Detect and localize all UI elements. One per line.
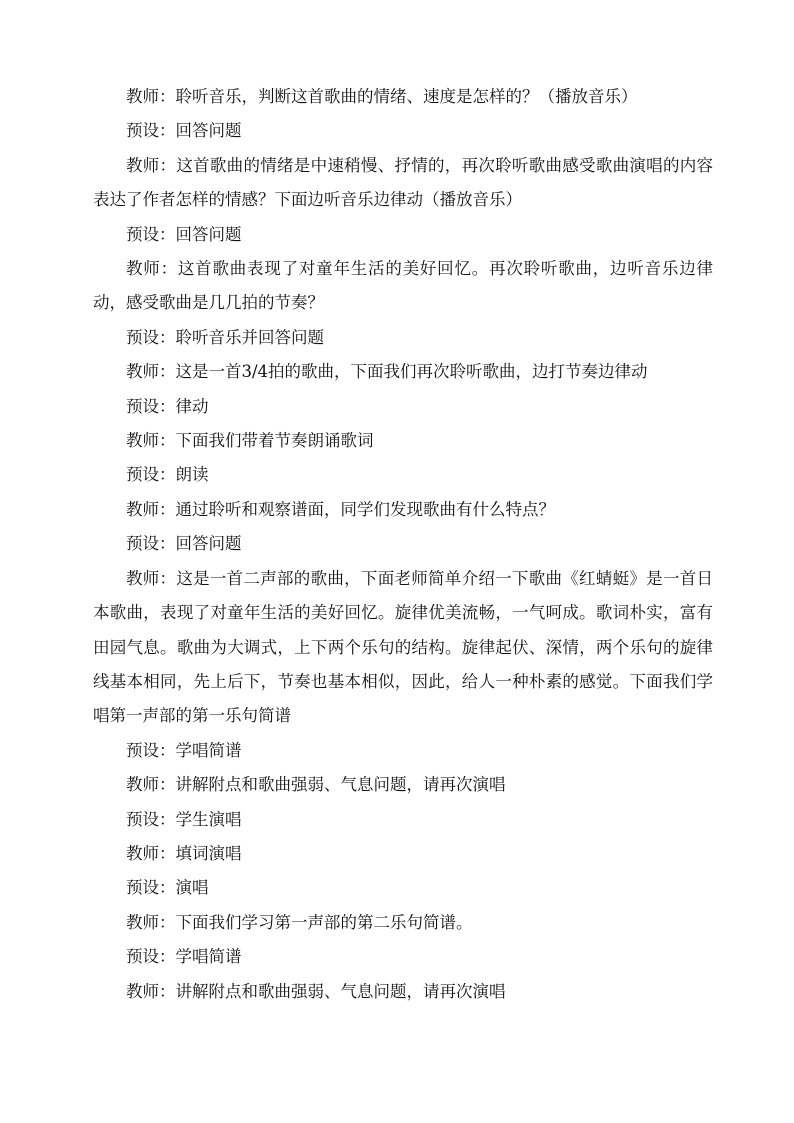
- paragraph-20: 预设：学唱简谱: [126, 947, 242, 967]
- paragraph-19: 教师：下面我们学习第一声部的第二乐句简谱。: [126, 912, 473, 932]
- paragraph-8: 预设：律动: [126, 396, 209, 416]
- paragraph-6: 预设：聆听音乐并回答问题: [126, 327, 324, 347]
- paragraph-4: 预设：回答问题: [126, 224, 242, 244]
- paragraph-21: 教师：讲解附点和歌曲强弱、气息问题，请再次演唱: [126, 981, 506, 1001]
- document-body: [93, 80, 713, 1009]
- paragraph-14: 预设：学唱简谱: [126, 740, 242, 760]
- paragraph-1: 教师：聆听音乐，判断这首歌曲的情绪、速度是怎样的？（播放音乐）: [126, 87, 638, 106]
- paragraph-15: 教师：讲解附点和歌曲强弱、气息问题，请再次演唱: [126, 775, 506, 795]
- paragraph-2: 预设：回答问题: [126, 121, 242, 141]
- paragraph-10: 预设：朗读: [126, 465, 209, 485]
- paragraph-5: 教师：这首歌曲表现了对童年生活的美好回忆。再次聆听歌曲，边听音乐边律动，感受歌曲是几几拍的节奏？: [93, 259, 713, 313]
- paragraph-13: 教师：这是一首二声部的歌曲，下面老师简单介绍一下歌曲《红蜻蜓》是一首日本歌曲，表现了对童年生活的美好回忆。旋律优美流畅，一气呵成。歌词朴实，富有田园气息。歌曲为大调式，上下两个乐句的结构。旋律起伏、深情，两个乐句的旋律线基本相同，先上后下，节奏也基本相似，因此，给人一种朴素的感觉。下面我们学唱第一声部的第一乐句简谱: [93, 568, 713, 726]
- paragraph-3: 教师：这首歌曲的情绪是中速稍慢、抒情的，再次聆听歌曲感受歌曲演唱的内容表达了作者怎样的情感？下面边听音乐边律动（播放音乐）: [93, 155, 713, 210]
- paragraph-16: 预设：学生演唱: [126, 809, 242, 829]
- paragraph-11: 教师：通过聆听和观察谱面，同学们发现歌曲有什么特点？: [126, 499, 555, 519]
- paragraph-9: 教师：下面我们带着节奏朗诵歌词: [126, 431, 374, 451]
- paragraph-18: 预设：演唱: [126, 878, 209, 898]
- paragraph-12: 预设：回答问题: [126, 534, 242, 554]
- paragraph-7: 教师：这是一首3/4拍的歌曲，下面我们再次聆听歌曲，边打节奏边律动: [126, 362, 648, 382]
- paragraph-17: 教师：填词演唱: [126, 843, 242, 863]
